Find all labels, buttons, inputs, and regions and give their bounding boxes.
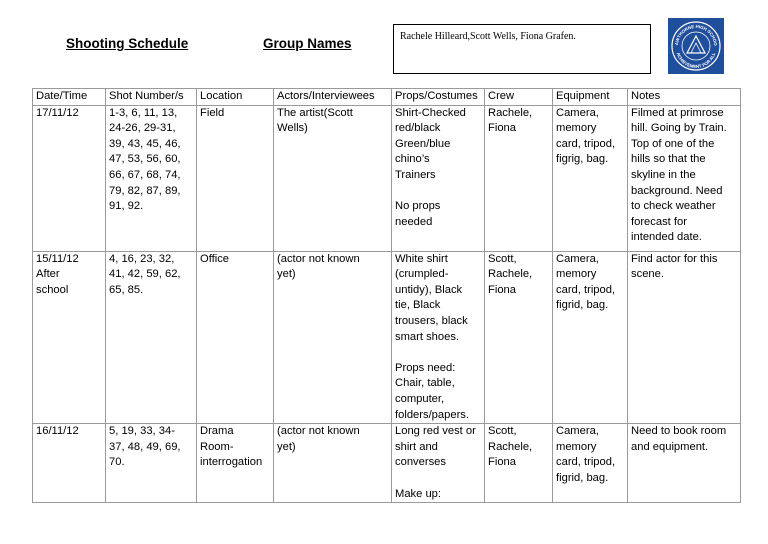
schedule-title: Shooting Schedule (66, 36, 189, 51)
cell-crew: Rachele, Fiona (485, 105, 553, 251)
cell-actors: The artist(Scott Wells) (274, 105, 392, 251)
school-crest-icon (668, 18, 724, 74)
cell-date: 17/11/12 (33, 105, 106, 251)
cell-location: Drama Room- interrogation (197, 424, 274, 503)
cell-shots: 1-3, 6, 11, 13, 24-26, 29-31, 39, 43, 45, 46, 47, 53, 56, 60, 66, 67, 68, 74, 79, 82, 87, 89, 91, 92. (106, 105, 197, 251)
column-header-equipment: Equipment (553, 89, 628, 106)
column-header-date: Date/Time (33, 89, 106, 106)
cell-notes: Need to book room and equipment. (628, 424, 741, 503)
cell-props: Long red vest or shirt and converses Make up: (392, 424, 485, 503)
column-header-crew: Crew (485, 89, 553, 106)
cell-location: Field (197, 105, 274, 251)
column-header-shots: Shot Number/s (106, 89, 197, 106)
cell-props: Shirt-Checked red/black Green/blue chino’s Trainers No props needed (392, 105, 485, 251)
cell-date: 16/11/12 (33, 424, 106, 503)
cell-actors: (actor not known yet) (274, 251, 392, 424)
cell-equipment: Camera, memory card, tripod, figrid, bag. (553, 251, 628, 424)
cell-location: Office (197, 251, 274, 424)
table-row (33, 424, 741, 503)
column-header-props: Props/Costumes (392, 89, 485, 106)
cell-notes: Filmed at primrose hill. Going by Train. Top of one of the hills so that the skyline in the background. Need to check weather forecast for intended date. (628, 105, 741, 251)
cell-shots: 4, 16, 23, 32, 41, 42, 59, 62, 65, 85. (106, 251, 197, 424)
logo-text-bottom: ACHIEVEMENT FOR ALL (675, 51, 717, 70)
schedule-table (32, 88, 741, 503)
table-row (33, 105, 741, 251)
group-members-text: Rachele Hilleard,Scott Wells, Fiona Grafen. (400, 31, 576, 42)
group-names-title: Group Names (263, 36, 352, 51)
column-header-actors: Actors/Interviewees (274, 89, 392, 106)
cell-crew: Scott, Rachele, Fiona (485, 424, 553, 503)
cell-notes: Find actor for this scene. (628, 251, 741, 424)
group-members-box (393, 24, 651, 74)
column-header-location: Location (197, 89, 274, 106)
cell-actors: (actor not known yet) (274, 424, 392, 503)
cell-equipment: Camera, memory card, tripod, figrid, bag. (553, 424, 628, 503)
table-header-row (33, 89, 741, 106)
cell-date: 15/11/12 After school (33, 251, 106, 424)
cell-shots: 5, 19, 33, 34- 37, 48, 49, 69, 70. (106, 424, 197, 503)
table-row (33, 251, 741, 424)
logo-text-top: AWTHORNE HIGH SCHOO (673, 23, 719, 46)
cell-crew: Scott, Rachele, Fiona (485, 251, 553, 424)
cell-props: White shirt (crumpled- untidy), Black tie, Black trousers, black smart shoes. Props need: Chair, table, computer, folders/papers. (392, 251, 485, 424)
column-header-notes: Notes (628, 89, 741, 106)
cell-equipment: Camera, memory card, tripod, figrig, bag. (553, 105, 628, 251)
